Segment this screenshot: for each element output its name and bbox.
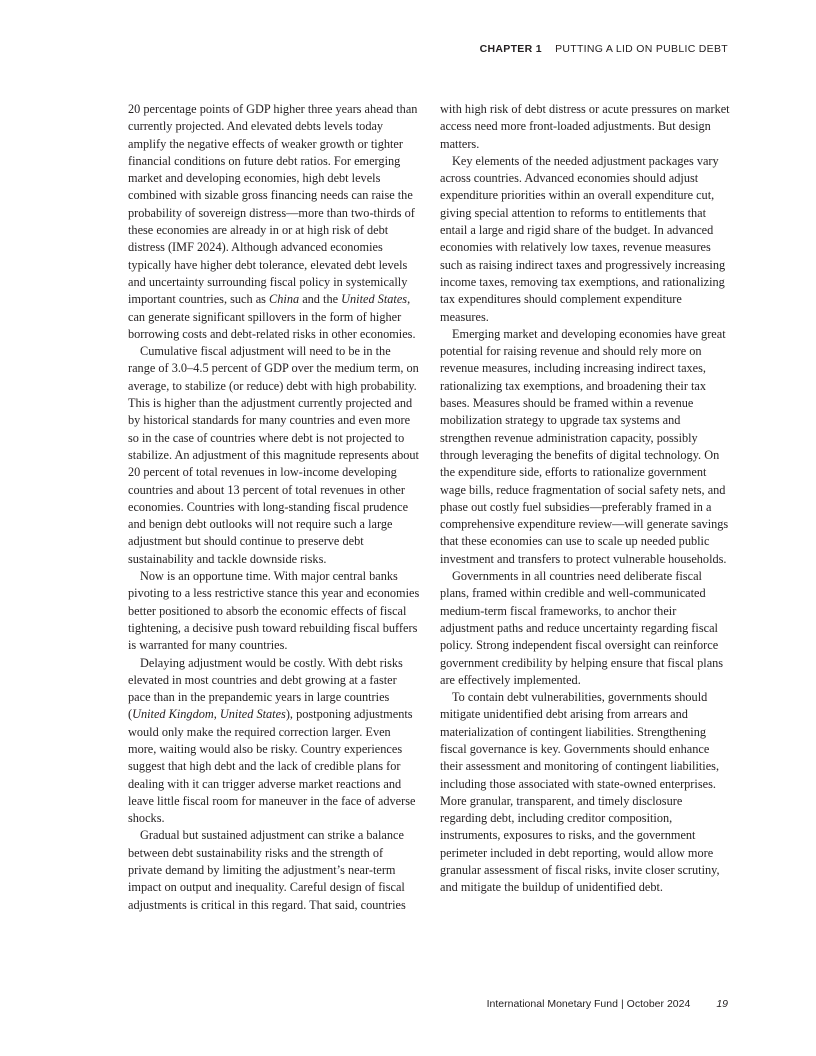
chapter-title: PUTTING A LID ON PUBLIC DEBT xyxy=(555,43,728,55)
text-run: Gradual but sustained adjustment can strike a balance between debt sustainability risks and the strength of private demand by limiting the adjustment’s near-term impact on output and inequality. Careful design of fiscal adjustments is critical in this regard. That said, countries xyxy=(128,828,406,912)
paragraph xyxy=(128,568,420,654)
text-run: Governments in all countries need deliberate fiscal plans, framed within credible and well-communicated medium-term fiscal frameworks, to anchor their adjustment paths and reduce uncertainty regarding fiscal policy. Strong independent fiscal oversight can reinforce government credibility by helping ensure that fiscal plans are effectively implemented. xyxy=(440,569,724,687)
text-run: Emerging market and developing economies have great potential for raising revenue and should rely more on revenue measures, including increasing indirect taxes, rationalizing tax exemptions, and broadening their tax bases. Measures should be framed within a revenue mobilization strategy to upgrade tax systems and strengthen revenue administration capacity, possibly through leveraging the benefits of digital technology. On the expenditure side, efforts to rationalize government wage bills, reduce fragmentation of social safety nets, and phase out costly fuel subsidies—preferably framed in a comprehensive expenditure review—will generate savings that these economies can use to scale up needed public investment and transfers to protect vulnerable households. xyxy=(440,326,729,566)
text-run: , xyxy=(213,707,220,722)
paragraph xyxy=(440,689,732,897)
running-header xyxy=(480,43,728,55)
italic-text-run: United States xyxy=(219,707,286,722)
text-run: Key elements of the needed adjustment packages vary across countries. Advanced economies should adjust expenditure priorities within an overall expenditure cut, giving special attention to reforms to entitlements that entail a large and rigid share of the budget. In advanced economies with relatively low taxes, revenue measures such as raising indirect taxes and progressively increasing income taxes, removing tax exemptions, and rationalizing tax expenditures should complement expenditure measures. xyxy=(440,153,726,324)
italic-text-run: United Kingdom xyxy=(132,707,214,722)
paragraph xyxy=(128,655,420,828)
text-run: ), postponing adjustments would only make the required correction larger. Even more, waiting would also be risky. Country experiences suggest that high debt and the lack of credible plans for dealing with it can trigger adverse market reactions and leave little fiscal room for maneuver in the face of adverse shocks. xyxy=(128,707,416,826)
paragraph xyxy=(440,153,732,326)
paragraph xyxy=(440,326,732,568)
body-column-left xyxy=(128,101,420,914)
paragraph xyxy=(440,101,732,153)
footer-separator: | xyxy=(620,998,624,1010)
page-footer xyxy=(487,998,728,1010)
page-number: 19 xyxy=(716,998,728,1010)
text-run: To contain debt vulnerabilities, governments should mitigate unidentified debt arising from arrears and materialization of contingent liabilities. Strengthening fiscal governance is key. Governments should enhance their assessment and monitoring of contingent liabilities, including those associated with state-owned enterprises. More granular, transparent, and timely disclosure regarding debt, including creditor composition, instruments, exposures to risks, and the government perimeter included in debt reporting, would allow more granular assessment of fiscal risks, invite closer scrutiny, and mitigate the buildup of unidentified debt. xyxy=(440,690,720,895)
text-run: Cumulative fiscal adjustment will need to be in the range of 3.0–4.5 percent of GDP over the medium term, on average, to stabilize (or reduce) debt with high probability. This is higher than the adjustment currently projected and by historical standards for many countries and even more so in the case of countries where debt is not projected to stabilize. An adjustment of this magnitude represents about 20 percent of total revenues in low-income developing countries and about 13 percent of total revenues in other economies. Countries with long-standing fiscal prudence and benign debt outlooks will not require such a large adjustment but should continue to preserve debt sustainability and tackle downside risks. xyxy=(128,344,419,566)
text-run: Delaying adjustment would be costly. With debt risks elevated in most countries and debt growing at a faster pace than in the prepandemic years in large countries ( xyxy=(128,655,403,722)
text-run: and the xyxy=(299,292,342,307)
text-run: Now is an opportune time. With major central banks pivoting to a less restrictive stance this year and economies better positioned to absorb the economic effects of fiscal tightening, a decisive push toward rebuilding fiscal buffers is warranted for many countries. xyxy=(128,569,420,653)
text-run: , can generate significant spillovers in the form of higher borrowing costs and debt-related risks in other economies. xyxy=(128,292,416,341)
footer-date: October 2024 xyxy=(626,998,691,1010)
footer-publisher: International Monetary Fund xyxy=(486,998,618,1010)
italic-text-run: China xyxy=(269,292,300,307)
paragraph xyxy=(128,827,420,913)
paragraph xyxy=(440,568,732,689)
italic-text-run: United States xyxy=(341,292,408,307)
body-column-right xyxy=(440,101,732,897)
paragraph xyxy=(128,343,420,568)
chapter-label: CHAPTER 1 xyxy=(479,43,542,55)
text-run: 20 percentage points of GDP higher three years ahead than currently projected. And elevated debts levels today amplify the negative effects of weaker growth or tighter financial conditions on future debt ratios. For emerging market and developing economies, high debt levels combined with sizable gross financing needs can raise the probability of sovereign distress—more than two-thirds of these economies are already in or at high risk of debt distress (IMF 2024). Although advanced economies typically have higher debt tolerance, elevated debt levels and uncertainty surrounding fiscal policy in systemically important countries, such as xyxy=(128,102,418,307)
paragraph xyxy=(128,101,420,343)
text-run: with high risk of debt distress or acute pressures on market access need more front-loaded adjustments. But design matters. xyxy=(440,102,730,151)
